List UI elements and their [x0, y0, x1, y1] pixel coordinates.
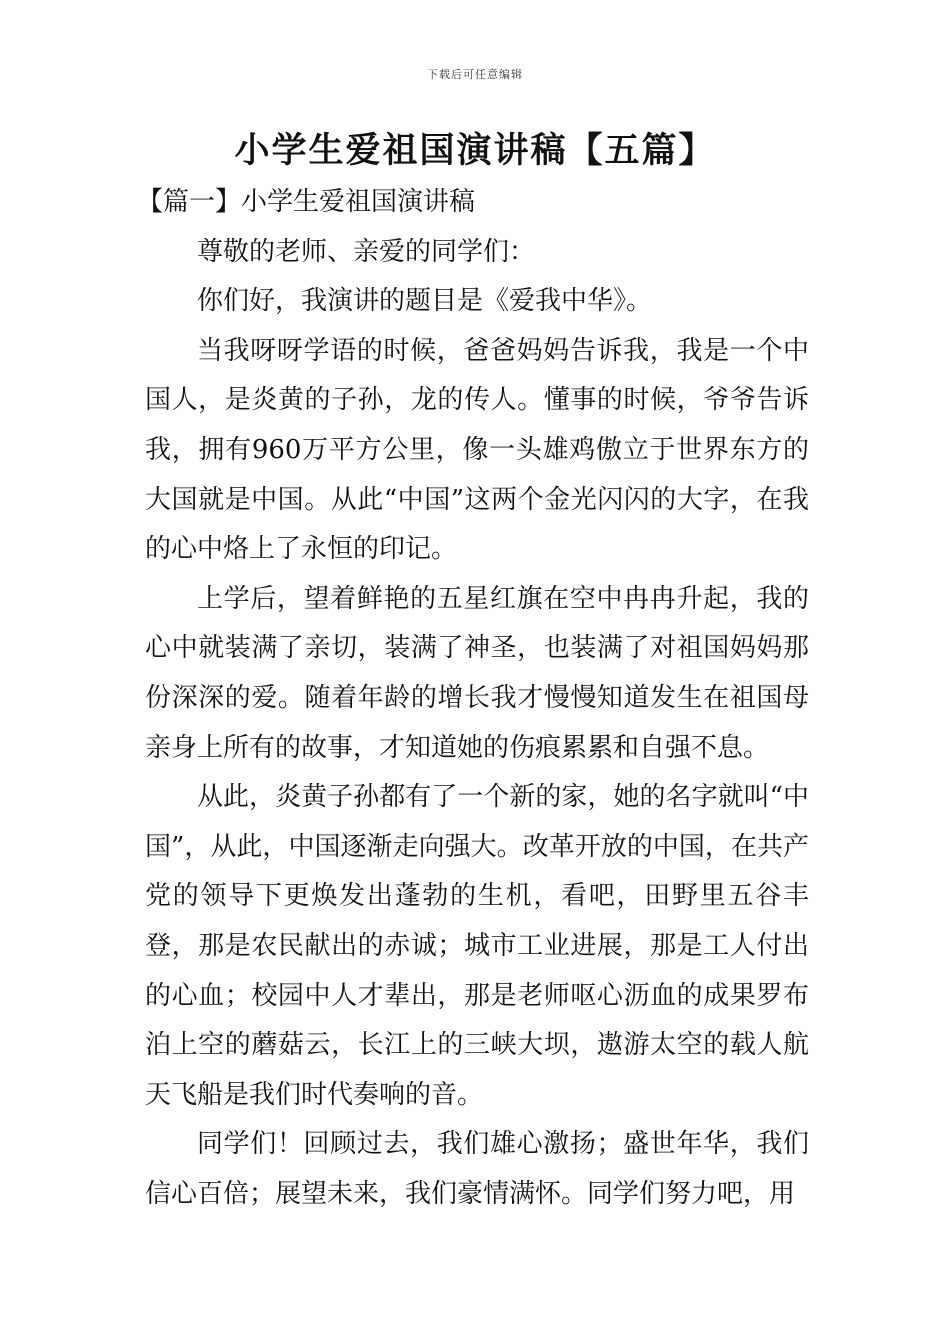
paragraph-intro: 你们好，我演讲的题目是《爱我中华》。 [197, 286, 653, 317]
paragraph-school: 上学后，望着鲜艳的五星红旗在空中冉冉升起，我的心中就装满了亲切，装满了神圣，也装满了对祖国妈妈那份深深的爱。随着年龄的增长我才慢慢知道发生在祖国母亲身上所有的故事，才知道她的伤痕累累和自强不息。 [145, 583, 809, 763]
header-note: 下载后可任意编辑 [427, 68, 523, 81]
document-title: 小学生爱祖国演讲稿【五篇】 [234, 131, 716, 171]
paragraph-call-to-action: 同学们！回顾过去，我们雄心激扬；盛世年华，我们信心百倍；展望未来，我们豪情满怀。同学们努力吧，用 [145, 1129, 809, 1209]
section-heading: 【篇一】小学生爱祖国演讲稿 [137, 187, 476, 217]
paragraph-greeting: 尊敬的老师、亲爱的同学们： [197, 236, 536, 267]
paragraph-childhood: 当我呀呀学语的时候，爸爸妈妈告诉我，我是一个中国人，是炎黄的子孙，龙的传人。懂事的时候，爷爷告诉我，拥有960万平方公里，像一头雄鸡傲立于世界东方的大国就是中国。从此“中国”这两个金光闪闪的大字，在我的心中烙上了永恒的印记。 [145, 335, 809, 565]
paragraph-new-home: 从此，炎黄子孙都有了一个新的家，她的名字就叫“中国”，从此，中国逐渐走向强大。改革开放的中国，在共产党的领导下更焕发出蓬勃的生机，看吧，田野里五谷丰登，那是农民献出的赤诚；城市工业进展，那是工人付出的心血；校园中人才辈出，那是老师呕心沥血的成果罗布泊上空的蘑菇云，长江上的三峡大坝，遨游太空的载人航天飞船是我们时代奏响的音。 [145, 782, 809, 1110]
document-body [137, 178, 809, 1219]
